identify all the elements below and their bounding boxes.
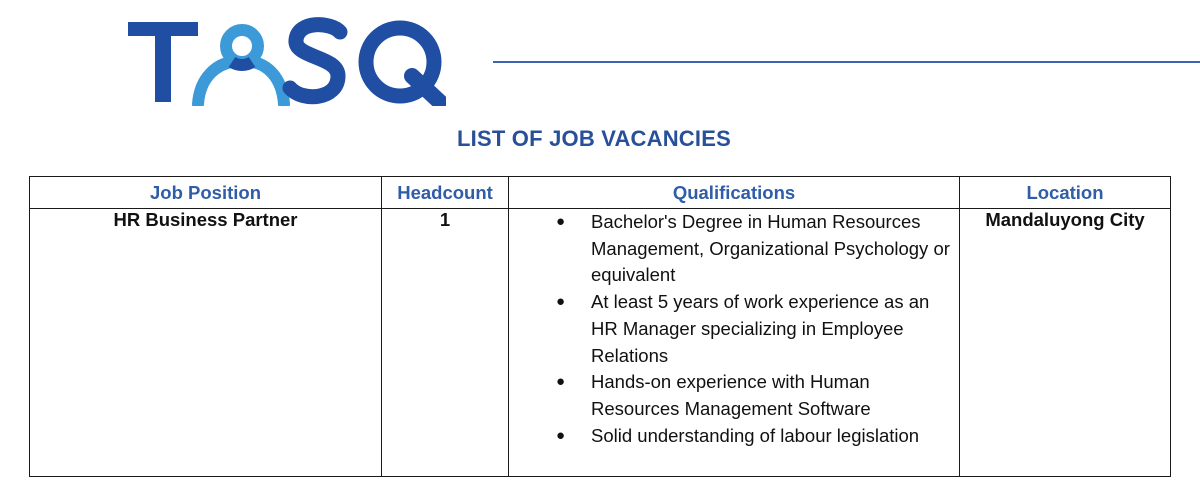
qualification-text: At least 5 years of work experience as an HR Manager specializing in Employee Relations [591, 291, 930, 366]
header-rule [493, 61, 1200, 63]
tasq-logo [126, 14, 446, 106]
qualifications-list [509, 209, 959, 449]
qualification-item [509, 209, 959, 289]
logo-letter-q [366, 28, 442, 104]
column-header-headcount: Headcount [382, 177, 509, 209]
headcount-cell: 1 [382, 209, 509, 477]
person-icon [198, 30, 284, 104]
qualification-text: Solid understanding of labour legislation [591, 424, 920, 446]
bullet-icon: ● [556, 426, 566, 444]
bullet-icon: ● [556, 293, 566, 311]
qualification-text: Bachelor's Degree in Human Resources Management, Organizational Psychology or equivalent [591, 211, 950, 286]
qualification-text: Hands-on experience with Human Resources Management Software [591, 371, 871, 419]
logo-letter-t [128, 22, 198, 102]
bullet-icon: ● [556, 213, 566, 230]
table-header-row [30, 177, 1171, 209]
column-header-location: Location [960, 177, 1171, 209]
table-row [30, 209, 1171, 477]
bullet-icon: ● [556, 373, 566, 391]
qualification-item [509, 289, 959, 369]
logo-letter-s [290, 25, 340, 97]
job-position-cell: HR Business Partner [30, 209, 382, 477]
qualifications-cell [509, 209, 960, 477]
qualification-item [509, 423, 959, 450]
logo-graphic [126, 14, 446, 106]
location-cell: Mandaluyong City [960, 209, 1171, 477]
column-header-qualifications: Qualifications [509, 177, 960, 209]
qualification-item [509, 369, 959, 422]
column-header-job-position: Job Position [30, 177, 382, 209]
page-title: LIST OF JOB VACANCIES [457, 126, 731, 151]
job-vacancies-table [29, 176, 1171, 477]
